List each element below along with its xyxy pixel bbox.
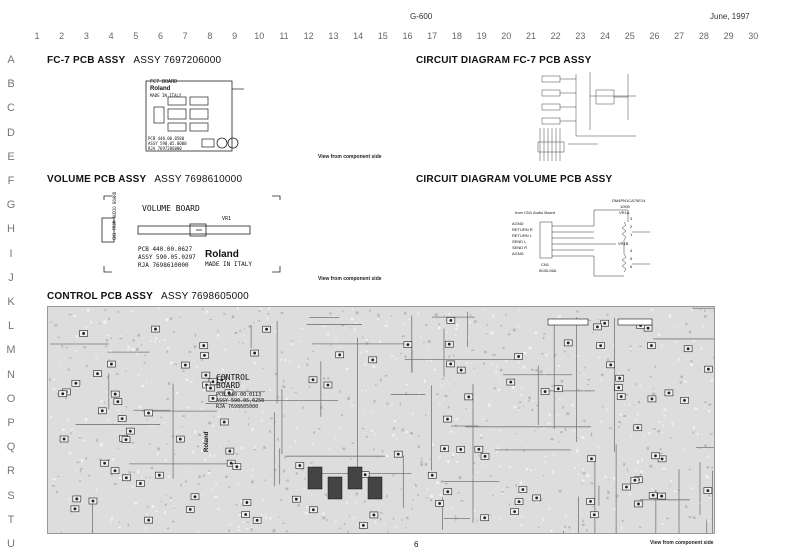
grid-column-17: 17: [427, 31, 438, 41]
fc7-pcb: PCB 440.00.0580: [148, 136, 185, 141]
grid-row-O: O: [6, 392, 16, 405]
cd-volume-pot-pin-5: 5: [630, 256, 633, 261]
grid-row-H: H: [7, 223, 15, 236]
cd-volume-cn: CN1: [541, 262, 550, 267]
cd-volume-pot-pin-2: 2: [630, 224, 633, 229]
cd-volume-pin-3: RETURN L: [512, 233, 533, 238]
cd-volume-pin-1: AGND: [512, 221, 524, 226]
grid-row-L: L: [7, 320, 15, 333]
volume-title: VOLUME PCB ASSY: [47, 174, 147, 185]
cd-volume-pot-pin-3: 3: [630, 216, 633, 221]
fc7-rja: RJA 7697206000: [148, 146, 182, 151]
volume-made-in: MADE IN ITALY: [205, 261, 252, 268]
control-board-name-2: BOARD: [216, 381, 241, 390]
fc7-made-in: MADE IN ITALY: [150, 93, 182, 98]
grid-row-U: U: [7, 538, 15, 550]
grid-column-5: 5: [133, 31, 139, 41]
cd-volume-vr1a: VR1A: [619, 210, 630, 215]
grid-column-19: 19: [476, 31, 487, 41]
grid-column-25: 25: [624, 31, 635, 41]
cd-volume-vr1b: VR1B: [618, 241, 629, 246]
grid-row-G: G: [6, 199, 16, 212]
grid-column-14: 14: [353, 31, 364, 41]
grid-column-1: 1: [34, 31, 40, 41]
fc7-assy-code: ASSY 590.05.0000: [148, 141, 187, 146]
grid-column-26: 26: [649, 31, 660, 41]
grid-column-8: 8: [207, 31, 213, 41]
grid-row-J: J: [8, 271, 14, 284]
grid-column-9: 9: [232, 31, 238, 41]
control-board-name: [216, 374, 250, 390]
cd-volume-pot-val: 10KB: [620, 204, 630, 209]
grid-column-29: 29: [723, 31, 734, 41]
volume-vr-label: VR1: [222, 216, 232, 222]
volume-cn-side: CN1 FROM AUDIO BOARD: [112, 191, 117, 240]
fc7-view-note: View from component side: [318, 154, 382, 160]
cd-volume-pot-pin-4: 4: [630, 248, 633, 253]
page-number: 6: [414, 540, 419, 549]
grid-row-A: A: [7, 54, 15, 66]
grid-row-I: I: [9, 247, 13, 260]
volume-rja: RJA 7698610000: [138, 262, 189, 269]
grid-row-K: K: [7, 296, 15, 308]
grid-row-D: D: [7, 126, 15, 139]
grid-row-Q: Q: [6, 441, 16, 454]
control-rja: RJA 7698605000: [216, 404, 259, 410]
grid-column-21: 21: [525, 31, 536, 41]
cd-volume-pot: DM4PN1CA70E14: [612, 198, 646, 203]
header-date: June, 1997: [710, 12, 750, 21]
grid-column-7: 7: [182, 31, 188, 41]
grid-column-6: 6: [157, 31, 163, 41]
control-pcb: PCB 440.00.0113: [216, 392, 262, 398]
volume-pcb: PCB 440.00.0627: [138, 246, 193, 253]
control-board-photo: [47, 306, 715, 534]
cd-volume-pin-5: SEND R: [512, 245, 528, 250]
grid-row-S: S: [7, 489, 15, 502]
grid-row-N: N: [7, 368, 15, 381]
grid-column-23: 23: [575, 31, 586, 41]
volume-section-title: [47, 174, 242, 185]
control-title: CONTROL PCB ASSY: [47, 291, 153, 302]
grid-column-2: 2: [59, 31, 65, 41]
grid-column-13: 13: [328, 31, 339, 41]
grid-column-24: 24: [600, 31, 611, 41]
grid-column-28: 28: [698, 31, 709, 41]
volume-assy-code: ASSY 590.05.0297: [138, 254, 196, 261]
grid-row-R: R: [7, 465, 15, 478]
fc7-brand-logo: Roland: [150, 86, 171, 92]
control-assy-code: ASSY 590.05.0250: [216, 398, 265, 404]
cd-volume-pin-labels: [512, 221, 533, 257]
grid-column-4: 4: [108, 31, 114, 41]
cd-volume-pot-pin-6: 6: [630, 264, 633, 269]
grid-column-30: 30: [748, 31, 759, 41]
header-model: G-600: [410, 12, 433, 21]
control-assy: ASSY 7698605000: [161, 291, 249, 302]
cd-volume-title: CIRCUIT DIAGRAM VOLUME PCB ASSY: [416, 174, 613, 185]
grid-row-P: P: [7, 417, 15, 429]
cd-volume-from: from CN1 Audio Board: [515, 210, 556, 215]
control-brand-logo: Roland: [204, 431, 210, 452]
grid-column-12: 12: [303, 31, 314, 41]
cd-volume-pin-2: RETURN R: [512, 227, 533, 232]
cd-volume-cn-part: 5045-06A: [539, 268, 557, 273]
grid-column-20: 20: [501, 31, 512, 41]
control-section-title: [47, 291, 249, 302]
control-pcb-traces: [48, 307, 714, 533]
grid-column-3: 3: [83, 31, 89, 41]
volume-view-note: View from component side: [318, 276, 382, 282]
grid-column-16: 16: [402, 31, 413, 41]
grid-column-11: 11: [279, 31, 289, 41]
grid-column-18: 18: [451, 31, 462, 41]
cd-volume-pot-pin-1: 1: [630, 232, 633, 237]
cd-volume-pin-6: AGND: [512, 251, 524, 256]
cd-fc7-schematic: [528, 66, 648, 166]
grid-column-10: 10: [254, 31, 265, 41]
control-board-name-1: CONTROL: [216, 373, 250, 382]
grid-row-B: B: [7, 78, 15, 91]
volume-board-name: VOLUME BOARD: [142, 204, 200, 213]
cd-volume-pin-4: SEND L: [512, 239, 527, 244]
grid-column-15: 15: [377, 31, 388, 41]
fc7-section-title: [47, 55, 221, 66]
grid-row-E: E: [7, 150, 15, 163]
volume-assy: ASSY 7698610000: [154, 174, 243, 185]
grid-column-27: 27: [674, 31, 685, 41]
grid-row-M: M: [6, 344, 16, 357]
grid-column-22: 22: [550, 31, 561, 41]
control-view-note: View from component side: [650, 540, 714, 546]
grid-row-C: C: [7, 102, 15, 115]
fc7-board-name: FC7 BOARD: [150, 79, 178, 85]
fc7-assy: ASSY 7697206000: [133, 55, 222, 66]
volume-brand-logo: Roland: [205, 249, 239, 260]
cd-fc7-title: CIRCUIT DIAGRAM FC-7 PCB ASSY: [416, 55, 592, 66]
fc7-title: FC-7 PCB ASSY: [47, 55, 126, 66]
grid-row-F: F: [7, 175, 15, 187]
grid-row-T: T: [7, 513, 15, 526]
